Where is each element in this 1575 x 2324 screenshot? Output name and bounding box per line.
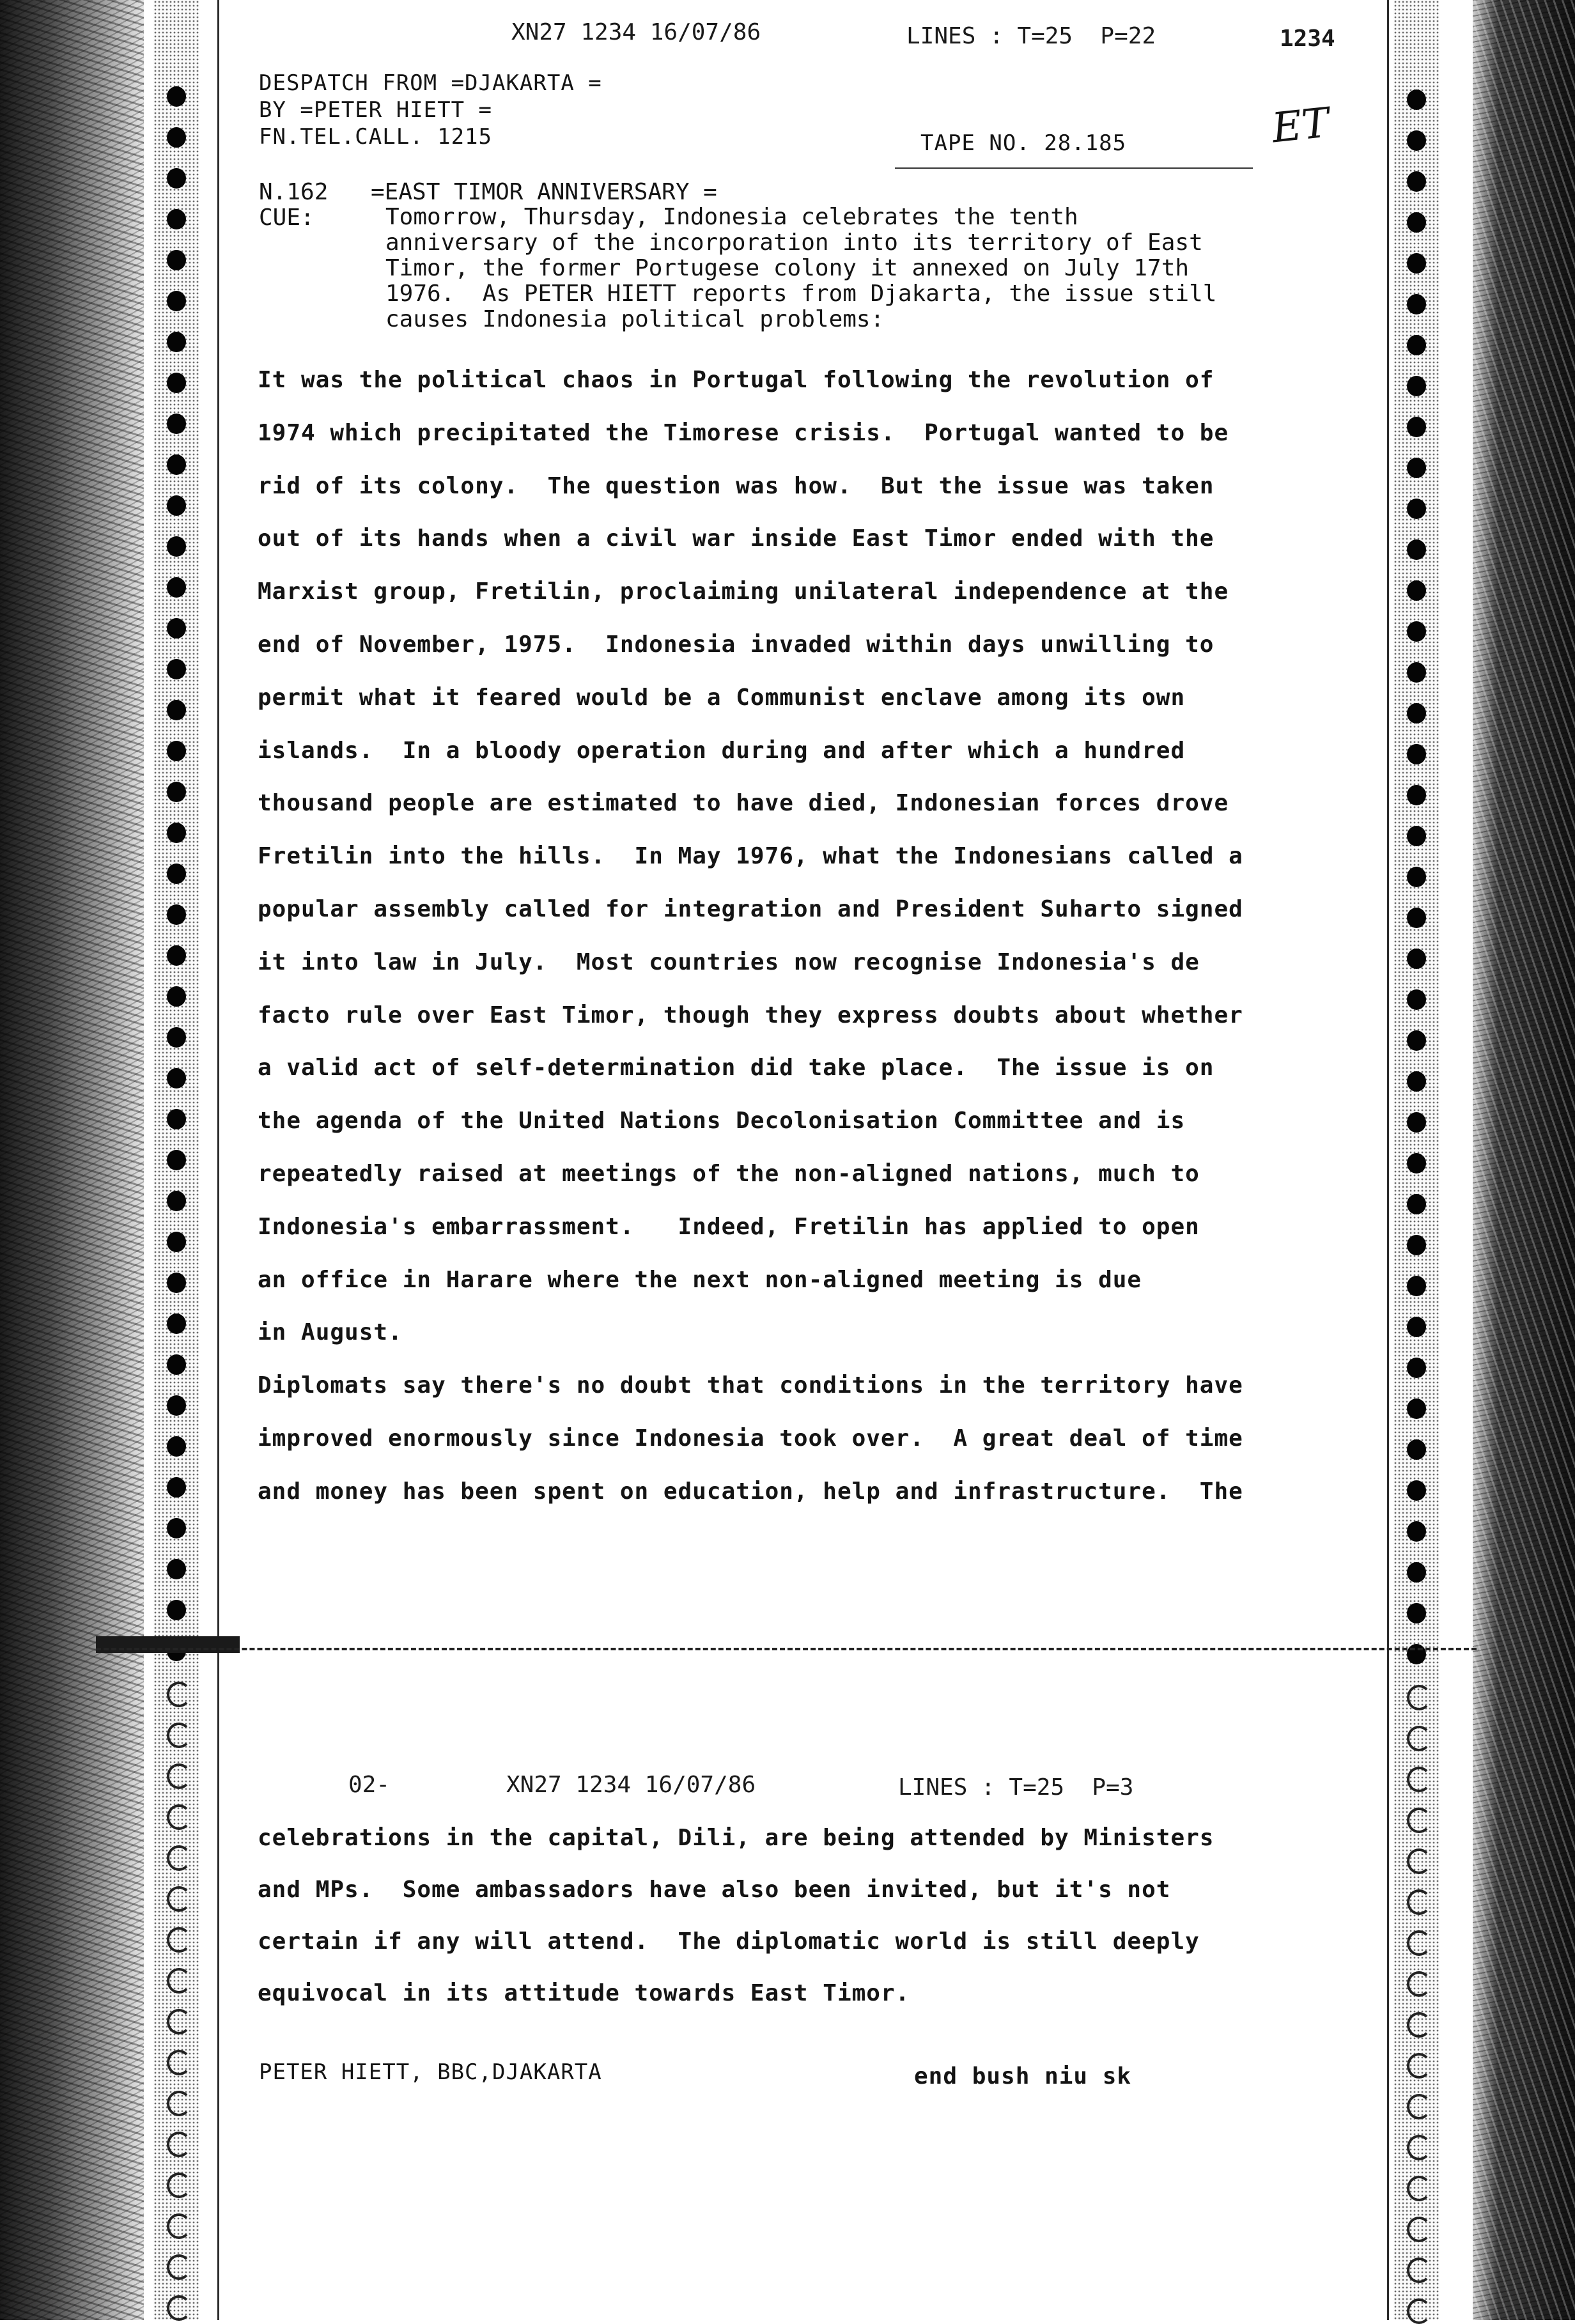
body-line: permit what it feared would be a Communist enclave among its own [258, 684, 1186, 711]
body-line: in August. [258, 1319, 403, 1346]
feed-hole [167, 741, 186, 761]
feed-hole [167, 1600, 186, 1620]
feed-hole [167, 2213, 191, 2239]
handwritten-mark: ET [1269, 99, 1332, 153]
margin-rule-right [1387, 0, 1389, 2320]
feed-hole [1407, 89, 1426, 110]
feed-hole [1407, 867, 1426, 887]
feed-hole [1407, 376, 1426, 396]
feed-hole [167, 577, 186, 598]
feed-hole [1407, 662, 1426, 683]
feed-hole [1407, 1808, 1431, 1833]
cue-line: 1976. As PETER HIETT reports from Djakarta, the issue still [385, 281, 1217, 307]
page2-line-ref: XN27 1234 16/07/86 [506, 1772, 756, 1798]
feed-hole [167, 1886, 191, 1912]
story-slug: =EAST TIMOR ANNIVERSARY = [371, 179, 717, 205]
cue-line: causes Indonesia political problems: [385, 306, 885, 332]
cue-line: Timor, the former Portugese colony it annexed on July 17th [385, 255, 1190, 281]
body-line: islands. In a bloody operation during and after which a hundred [258, 737, 1186, 764]
feed-hole [1407, 417, 1426, 437]
feed-hole [1407, 2012, 1431, 2038]
feed-hole [167, 1845, 191, 1871]
feed-hole [167, 86, 186, 107]
tractor-feed-strip-right [1393, 0, 1439, 2320]
body-line: Indonesia's embarrassment. Indeed, Fretilin has applied to open [258, 1213, 1200, 1240]
feed-hole [167, 945, 186, 966]
feed-hole [167, 2254, 191, 2280]
feed-hole [167, 127, 186, 148]
feed-hole [167, 1191, 186, 1211]
body-line: end of November, 1975. Indonesia invaded within days unwilling to [258, 631, 1214, 658]
feed-hole [1407, 1112, 1426, 1133]
cue-text [385, 205, 1216, 332]
body-line: an office in Harare where the next non-aligned meeting is due [258, 1266, 1142, 1293]
page2-lines-count: LINES : T=25 P=3 [898, 1774, 1134, 1801]
feed-hole [1407, 171, 1426, 192]
feed-holes-right [1393, 0, 1439, 2320]
feed-hole [167, 782, 186, 802]
feed-hole [167, 1518, 186, 1538]
body-line: and MPs. Some ambassadors have also been invited, but it's not [258, 1877, 1171, 1903]
body-line: Diplomats say there's no doubt that conditions in the territory have [258, 1372, 1243, 1399]
body-line: the agenda of the United Nations Decolonisation Committee and is [258, 1108, 1186, 1135]
feed-hole [167, 454, 186, 475]
scan-edge-left [0, 0, 144, 2320]
body-line: improved enormously since Indonesia took over. A great deal of time [258, 1425, 1243, 1452]
feed-hole [167, 2132, 191, 2157]
body-line: celebrations in the capital, Dili, are being attended by Ministers [258, 1825, 1214, 1851]
feed-hole [1407, 2258, 1431, 2283]
feed-hole [1407, 1521, 1426, 1542]
body-line: facto rule over East Timor, though they express doubts about whether [258, 1002, 1243, 1028]
feed-hole [1407, 1439, 1426, 1460]
feed-hole [167, 332, 186, 352]
feed-hole [1407, 1848, 1431, 1874]
feed-hole [1407, 621, 1426, 642]
feed-hole [167, 373, 186, 393]
feed-hole [1407, 1644, 1426, 1664]
feed-hole [167, 2173, 191, 2198]
tear-shadow [96, 1636, 240, 1653]
dispatch-by: BY =PETER HIETT = [259, 97, 492, 123]
feed-hole [167, 2009, 191, 2034]
feed-hole [1407, 1235, 1426, 1255]
feed-hole [1407, 1930, 1431, 1956]
feed-hole [167, 1477, 186, 1498]
feed-hole [167, 1354, 186, 1375]
feed-hole [1407, 703, 1426, 724]
feed-hole [1407, 1398, 1426, 1419]
body-line: thousand people are estimated to have died, Indonesian forces drove [258, 790, 1229, 817]
body-line: out of its hands when a civil war inside East Timor ended with the [258, 525, 1214, 552]
dispatch-from: DESPATCH FROM =DJAKARTA = [259, 70, 602, 96]
page2-number: 02- [348, 1772, 391, 1798]
tractor-feed-strip-left [153, 0, 199, 2320]
body-line: It was the political chaos in Portugal following the revolution of [258, 367, 1214, 393]
feed-hole [167, 2295, 191, 2321]
feed-hole [1407, 1317, 1426, 1337]
feed-hole [167, 495, 186, 516]
header-rule [895, 167, 1253, 169]
feed-hole [1407, 458, 1426, 478]
scan-edge-right [1473, 0, 1575, 2320]
feed-hole [167, 1682, 191, 1707]
body-line: equivocal in its attitude towards East Timor. [258, 1980, 910, 2006]
body-line: Marxist group, Fretilin, proclaiming unilateral independence at the [258, 578, 1229, 605]
feed-hole [1407, 1562, 1426, 1583]
feed-hole [167, 986, 186, 1007]
feed-hole [167, 2050, 191, 2075]
feed-hole [167, 904, 186, 925]
feed-hole [1407, 2135, 1431, 2160]
feed-hole [167, 1723, 191, 1748]
feed-hole [1407, 335, 1426, 355]
header-line-ref: XN27 1234 16/07/86 [511, 19, 761, 45]
feed-hole [167, 1273, 186, 1293]
body-line: Fretilin into the hills. In May 1976, what the Indonesians called a [258, 843, 1243, 870]
feed-hole [1407, 2298, 1431, 2324]
feed-hole [1407, 253, 1426, 274]
feed-holes-left [153, 0, 199, 2320]
cue-line: Tomorrow, Thursday, Indonesia celebrates the tenth [385, 204, 1078, 230]
feed-hole [167, 1109, 186, 1129]
feed-hole [167, 1804, 191, 1830]
margin-rule-left [217, 0, 219, 2320]
feed-hole [1407, 1726, 1431, 1751]
body-line: certain if any will attend. The diplomatic world is still deeply [258, 1928, 1200, 1955]
feed-hole [1407, 989, 1426, 1010]
feed-hole [167, 823, 186, 843]
feed-hole [1407, 785, 1426, 805]
feed-hole [1407, 2094, 1431, 2119]
dispatch-tape-number: TAPE NO. 28.185 [920, 130, 1127, 156]
body-line: popular assembly called for integration and President Suharto signed [258, 896, 1243, 922]
body-line: rid of its colony. The question was how. But the issue was taken [258, 472, 1214, 499]
feed-hole [167, 864, 186, 884]
feed-hole [1407, 539, 1426, 560]
body-line: repeatedly raised at meetings of the non-aligned nations, much to [258, 1161, 1200, 1187]
feed-hole [167, 536, 186, 557]
feed-hole [1407, 1071, 1426, 1092]
feed-hole [1407, 1194, 1426, 1214]
feed-hole [1407, 580, 1426, 601]
feed-hole [1407, 2176, 1431, 2201]
feed-hole [1407, 949, 1426, 969]
feed-hole [167, 1150, 186, 1170]
cue-line: anniversary of the incorporation into its territory of East [385, 229, 1203, 256]
feed-hole [1407, 1358, 1426, 1378]
body-line: 1974 which precipitated the Timorese crisis. Portugal wanted to be [258, 419, 1229, 446]
cue-label: CUE: [259, 205, 314, 231]
feed-hole [167, 291, 186, 311]
feed-hole [167, 414, 186, 434]
feed-hole [167, 659, 186, 679]
story-number: N.162 [259, 179, 329, 205]
feed-hole [1407, 294, 1426, 314]
feed-hole [167, 1436, 186, 1457]
feed-hole [1407, 1276, 1426, 1296]
feed-hole [1407, 1971, 1431, 1997]
dispatch-tel-call: FN.TEL.CALL. 1215 [259, 124, 492, 150]
feed-hole [1407, 2053, 1431, 2079]
body-line: and money has been spent on education, help and infrastructure. The [258, 1478, 1243, 1505]
feed-hole [1407, 1685, 1431, 1710]
feed-hole [1407, 130, 1426, 151]
feed-hole [167, 1763, 191, 1789]
feed-hole [1407, 1767, 1431, 1792]
feed-hole [167, 2091, 191, 2116]
feed-hole [167, 209, 186, 229]
body-line: it into law in July. Most countries now recognise Indonesia's de [258, 949, 1200, 975]
feed-hole [167, 1313, 186, 1334]
header-page-number: 1234 [1280, 26, 1335, 52]
feed-hole [167, 1027, 186, 1048]
feed-hole [167, 1232, 186, 1252]
feed-hole [167, 1068, 186, 1088]
body-line: a valid act of self-determination did take place. The issue is on [258, 1055, 1214, 1081]
page-perforation [96, 1648, 1477, 1650]
feed-hole [1407, 1889, 1431, 1915]
feed-hole [1407, 1030, 1426, 1051]
feed-hole [1407, 744, 1426, 764]
feed-hole [167, 1968, 191, 1994]
feed-hole [1407, 1603, 1426, 1623]
feed-hole [167, 618, 186, 639]
feed-hole [167, 1559, 186, 1579]
signoff-end-note: end bush niu sk [914, 2063, 1132, 2089]
feed-hole [1407, 908, 1426, 928]
signoff-byline: PETER HIETT, BBC,DJAKARTA [259, 2059, 602, 2085]
feed-hole [1407, 826, 1426, 846]
feed-hole [167, 1927, 191, 1953]
feed-hole [167, 250, 186, 270]
feed-hole [1407, 1153, 1426, 1174]
feed-hole [1407, 499, 1426, 519]
feed-hole [1407, 2217, 1431, 2242]
header-lines-count: LINES : T=25 P=22 [906, 23, 1156, 49]
feed-hole [167, 168, 186, 189]
feed-hole [167, 700, 186, 720]
feed-hole [1407, 212, 1426, 233]
feed-hole [167, 1395, 186, 1416]
feed-hole [1407, 1480, 1426, 1501]
